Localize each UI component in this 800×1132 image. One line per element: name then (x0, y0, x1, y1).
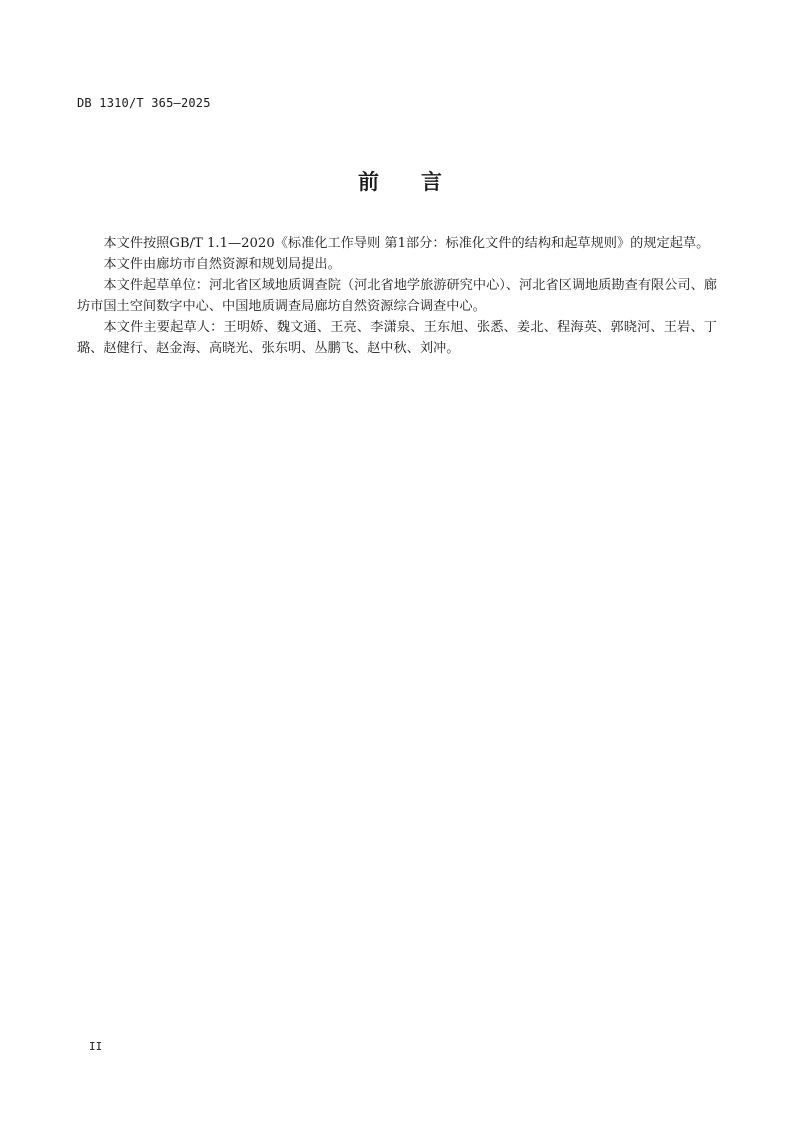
document-code: DB 1310/T 365—2025 (77, 96, 211, 110)
title-char-1: 前 (358, 170, 379, 194)
paragraph-drafting-basis: 本文件按照GB/T 1.1—2020《标准化工作导则 第1部分：标准化文件的结构和起草规则》的规定起草。 (103, 236, 710, 251)
paragraph-proposer: 本文件由廊坊市自然资源和规划局提出。 (103, 257, 341, 272)
page-number: II (89, 1040, 103, 1053)
paragraph-drafters: 本文件主要起草人：王明娇、魏文通、王亮、李潇泉、王东旭、张悉、姜北、程海英、郭晓河、王岩、丁璐、赵健行、赵金海、高晓光、张东明、丛鹏飞、赵中秋、刘冲。 (77, 320, 717, 356)
foreword-body (77, 233, 717, 359)
paragraph-drafting-units: 本文件起草单位：河北省区域地质调查院（河北省地学旅游研究中心）、河北省区调地质勘查有限公司、廊坊市国土空间数字中心、中国地质调查局廊坊自然资源综合调查中心。 (77, 278, 717, 314)
title-char-2: 言 (421, 170, 442, 194)
page-title (0, 166, 800, 196)
